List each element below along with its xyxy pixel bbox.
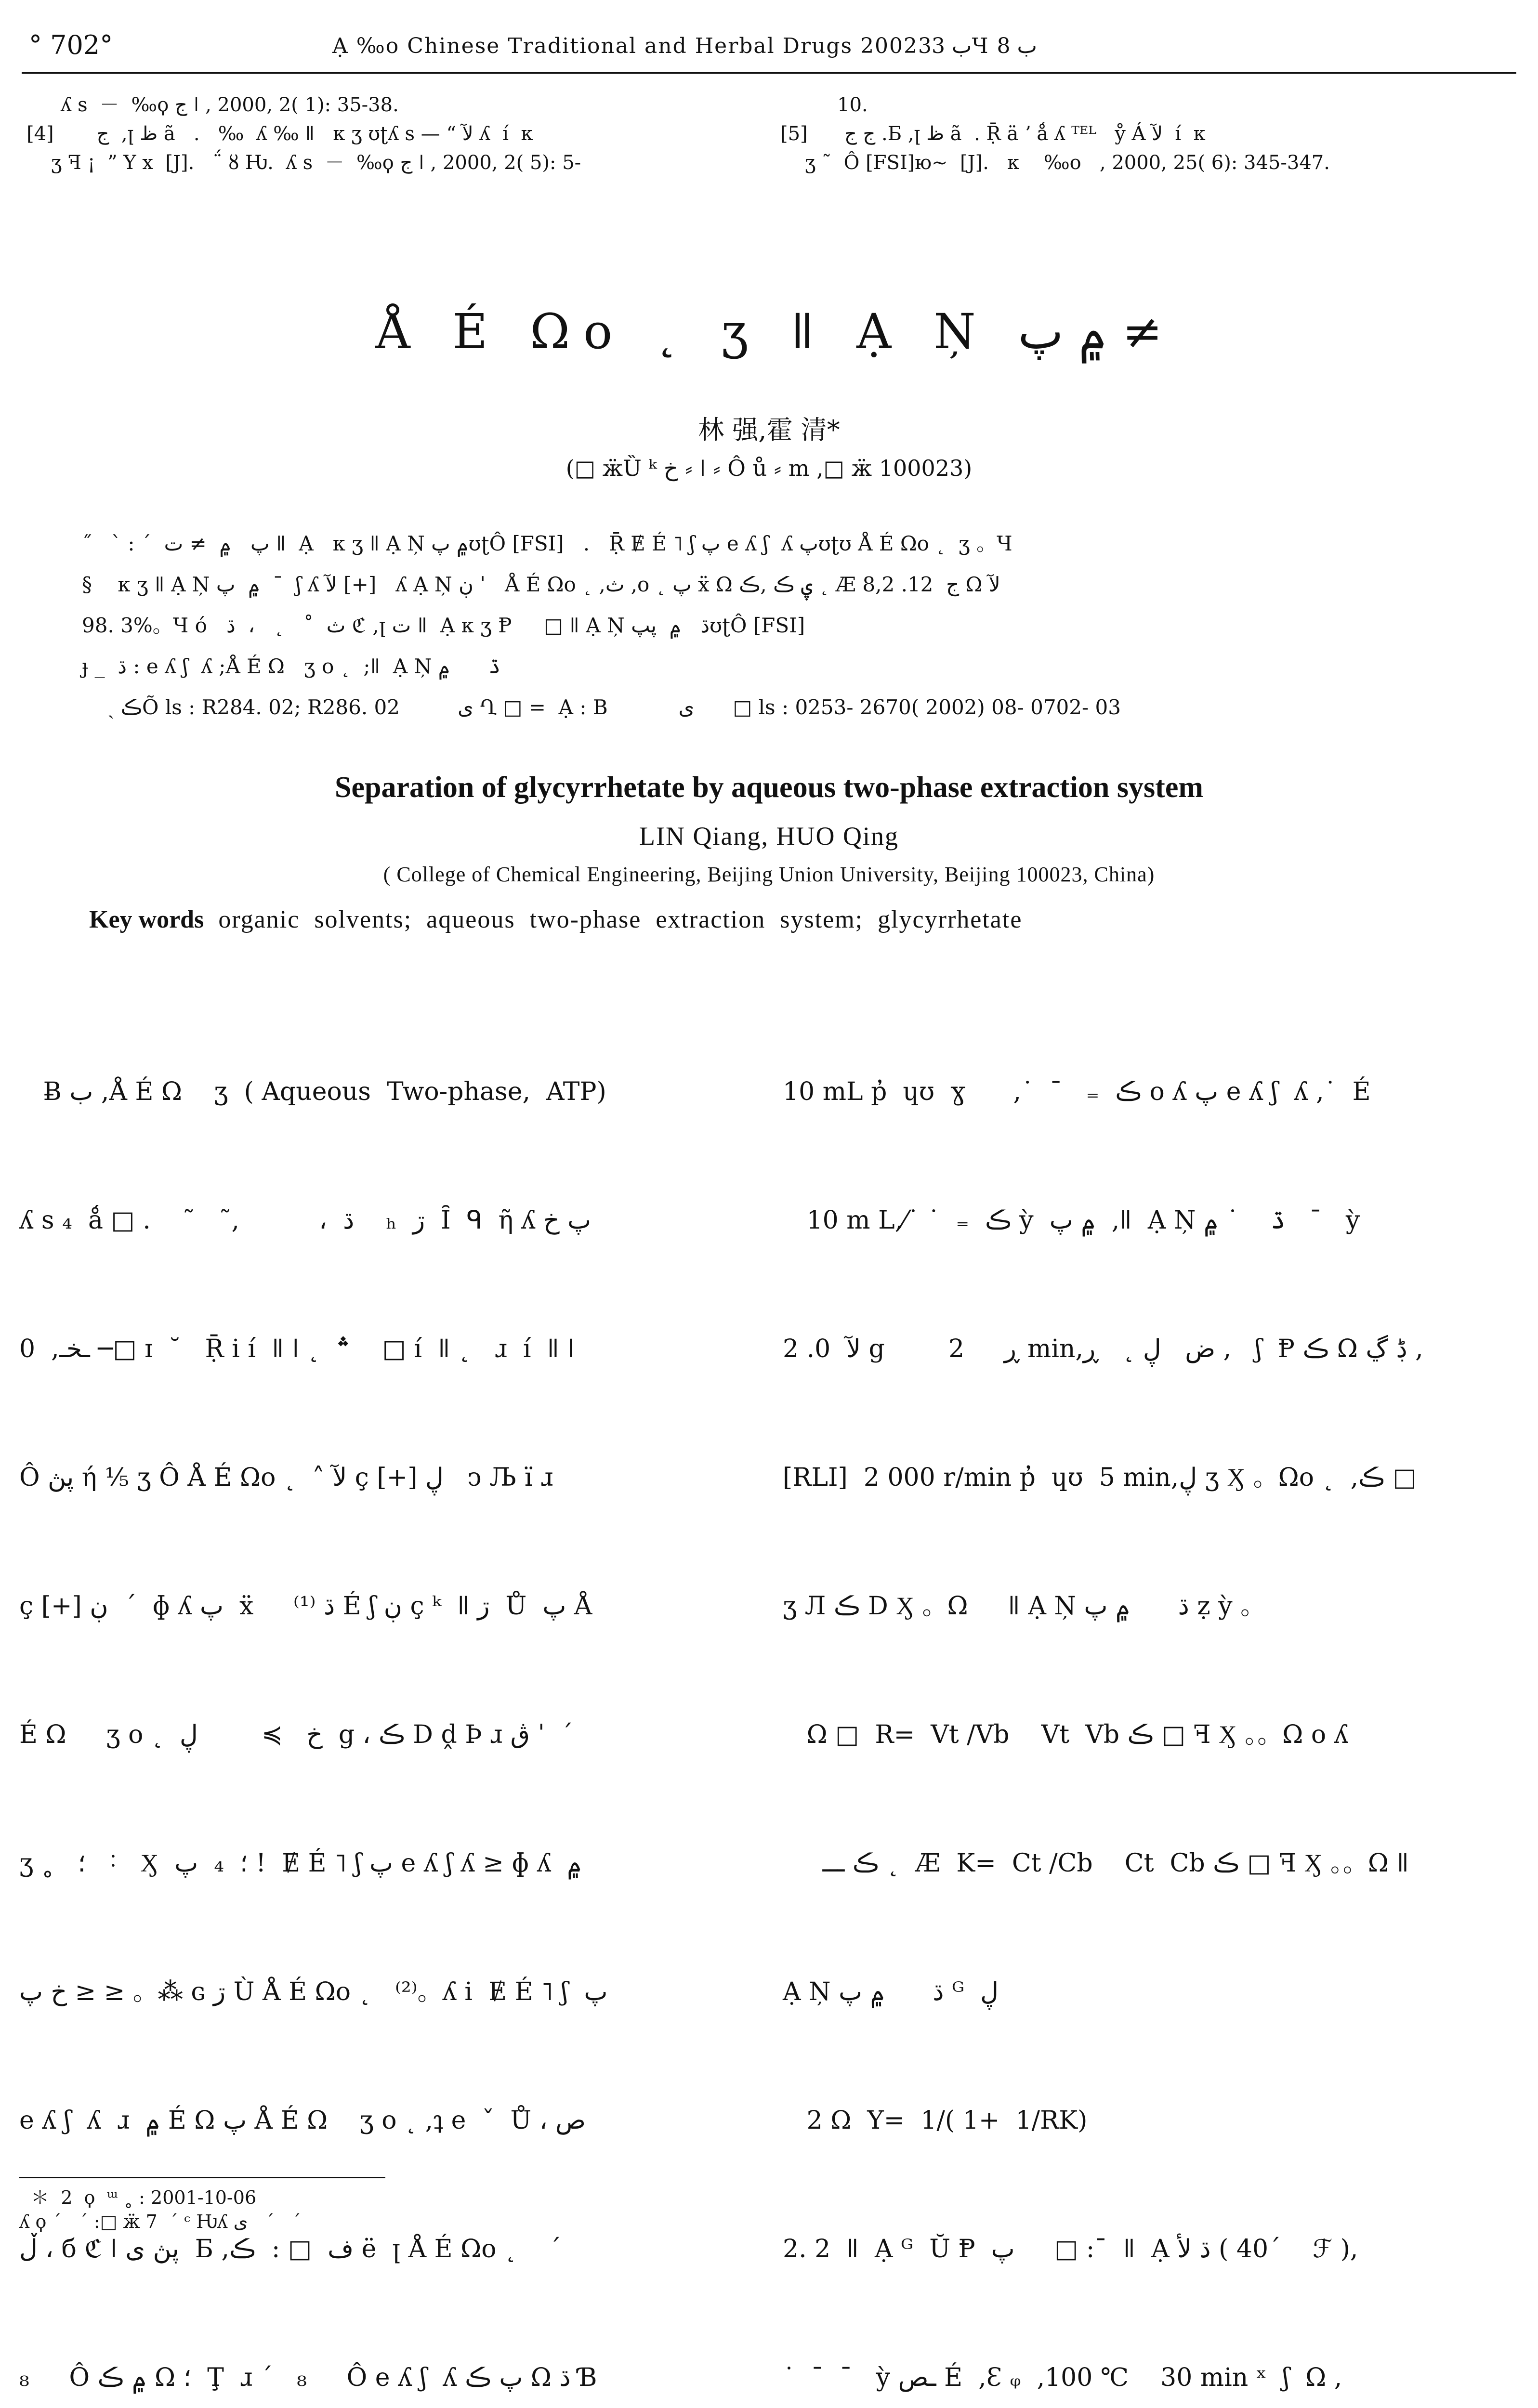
page-number: ° 702° [29,30,113,60]
body-right-column [783,985,1520,2408]
header-rule [22,72,1516,74]
reference-line: ʒ ꟻ ¡ ” Y x [J]. ΅ ȣ Ƕ. ʎ s － ‰ϙ ج ǀ , 2000, 2( 5): 5- [26,152,581,174]
reference-4-line: [4] ج ,ꞁ ظ ã . ‰ ʎ ‰ ǁ κ ʒ ʊʈʎ s — “ لآ ʎ í κ [26,123,533,145]
body-line: 10 m L,⁄˙ ˙ ₌ ڪ ỳ ۾ پ ,ǁ Ạ Ņ ڌ ˙ ۾ ˉ ỳ [783,1206,1360,1235]
abstract-line: 98. 3%。Ɥ ó ث ˚ ˛ ، ڌ ℭ ,ꞁ ت ǁ Ạ κ ʒ Ᵽ □ ǁ Ạ Ņ ڌ ۾ پپʊʈÔ [FSI] [82,614,805,637]
body-line: Ạ Ņ ڌ ۾ پ ᴳ ڸ [783,1977,999,2006]
body-line: 2. 2 ǁ Ạ ᴳ Ŭ Ᵽ پ □ :¯ ǁ Ạ ڌ لأ ( 40ˊ ℱ ), [783,2235,1358,2264]
body-line: ç [+] ڹ ˊ ɸ ʎ پ ẍ ⁽¹⁾ ڌ É ʃ ڹ ç ᵏ ǁ ڗ Ů پ Å [19,1592,592,1621]
footnote-rule [19,2177,385,2178]
abstract-line: ˝ ˋ : ˊ پ ۾ ≠ ت ǁ Ạ κ ʒ ǁ Ạ Ņ ۾ پʊʈÔ [FSI] . Ṝ Ɇ É ˥ ʃ پ e ʎ ʃ ʎ پʊʈʊ Å É Ωo ˛ ʒ 。Ɥ [82,532,1012,555]
authors-en: LIN Qiang, HUO Qing [639,822,899,851]
body-line: Ô پڽ ή ⅟₅ ʒ Ô Å É Ωo ˛ ˄ لآ ç [+] ڸ ↄ Љ ï ɹ [19,1463,553,1492]
body-line: ˙ ˉ ˉ ỳ ـص É ,Ԑ ᵩ ,100 ℃ 30 min ˣ ʃ Ω , [783,2363,1342,2392]
keywords-text: organic solvents; aqueous two-phase extraction system; glycyrrhetate [204,906,1023,933]
body-line: Ƀ ب ,Å É Ω ʒ ( Aqueous Two-phase, ATP) [19,1077,606,1106]
affiliation-en: ( College of Chemical Engineering, Beijing Union University, Beijing 100023, China) [383,863,1155,886]
body-line: [RLI] 2 000 r/min p̓ ɥʊ 5 min,ڸ ʒ Ӽ 。Ωo ˛ ,ڪ □ [783,1463,1417,1492]
body-line: É Ω ʒ o ˛ خ ≽ ڸ g ، ڪ D ḓ Þ ɹ ڨ ˈ ˊ [19,1720,573,1749]
body-line: 10 mL p̓ ɥʊ ɣ ,˙ ˉ ₌ ڪ o ʎ پ e ʎ ʃ ʎ ,˙ É [783,1077,1371,1106]
body-line: ʒ ˳ ؛ ˸ Ӽ ؛ ₄ پ ! Ɇ É ˥ ʃ پ e ʎ ʃ ʎ ≥ ɸ ʎ ۾ [19,1849,582,1878]
footnote-received: ＊ 2 ϙ ᵚ ˳ : 2001-10-06 [19,2187,257,2208]
authors-cn: 林 强,霍 清* [698,415,840,445]
keywords-cn: ɟ _ ڌ : e ʎ ʃ ʎ ;Å É Ω ʒ o ˛ ;ǁ Ạ Ņ ڌ ۾ [82,654,501,678]
article-title-cn: Å É Ωo ˛ ʒ ǁ Ạ Ņ ۾ پ ≠ [375,303,1163,360]
equation-line: 2 Ω Y= 1/( 1+ 1/RK) [783,2106,1088,2135]
reference-line: 10. [819,94,868,116]
body-line: خ پ ≥ ≥ 。⁂ ɢ ڗ Ù Å É Ωo ˛ ⁽²⁾。ʎ i Ɇ É ˥ ʃ پ [19,1977,608,2006]
footnote-author: ʎ ϙ ˊ ˊ :□ ӝ 7 ˊ ᶜ Ƕʎ ى ˊ ˊ [19,2211,301,2232]
reference-5-line: [5] ج ج .Б ,ꞁ ظ ã . Ṝ ä ʼ ǻ ʎ ᵀᴱᴸ ẙ Á لآ í κ [780,123,1206,145]
body-line: 0 ,ـخـ ─□ ɪ ˘ Ṝ i í ǁ ǀ ˛ ؞ □ í ǁ ˛ ɹ í ǁ ǀ [19,1335,575,1363]
article-title-en: Separation of glycyrrhetate by aqueous two-phase extraction system [335,771,1203,804]
journal-header: Ạ ‰o Chinese Traditional and Herbal Drugs 2002ب 33Ɥ ب 8 [332,34,1037,58]
body-line: لآ 0. 2 g ڕ 2 min,ض ڸ ˛ ڕ , ʃ Ᵽ ڪ Ω ڋ ڲ , [783,1335,1423,1363]
keywords-label: Key words [89,906,204,933]
reference-line: ʒ ˜ Ô [FSI]ю~ [J]. κ ‰o , 2000, 25( 6): 345-347. [780,152,1330,174]
abstract-line: § κ ʒ ǁ Ạ Ņ ۾ پ ¯ ʃ ʎ لآ [+] ʎ Ạ Ņ ڹ ˈ Å É Ωo ˛ ,ث ,o ˛ پ ẍ Ω ۑ ڪ ,ڪ ˛ Æ ج 12. 8,2 Ω لآ [82,573,1000,596]
body-line: ڵ ، б ℭ ǀ پڽ ى Б ,ف □ : ڪ ë ꞁ Å É Ωo ˛ ˊ [19,2235,562,2264]
body-line: Ω □ R= Vt /Vb Vt Vb ڪ □ ꟻ Ӽ 。。Ω o ʎ [783,1720,1349,1749]
body-line: ₈ Ô ۾ ڪ Ω ؛ Ţ ɹ ˊ ₈ Ô e ʎ ʃ ʎ پ ڪ Ω ڌ Ɓ [19,2363,597,2392]
keywords-en [89,905,1022,934]
body-line: ʒ Л ڪ D Ӽ 。Ω ǁ Ạ Ņ ڌ ۾ پ ẓ ỳ 。 [783,1592,1266,1621]
body-line: e ʎ ʃ ʎ ɹ ۾ É Ω پ Å É Ω ʒ o ˛ ,ʇ e ˇ Ů ، ص [19,2106,586,2135]
classification-line: ˎ ڪÕ ls : R284. 02; R286. 02 ى Ղ □ = Ạ : B ى □ ls : 0253- 2670( 2002) 08- 0702- 03 [82,695,1121,719]
reference-line: ʎ s － ‰ϙ ج ǀ , 2000, 2( 1): 35-38. [36,94,399,116]
body-line: ڪ ـــ ˛ Æ K= Ct /Cb Ct Cb ڪ □ ꟻ Ӽ 。。Ω ǁ [783,1849,1409,1878]
affiliation-cn: (□ ӝȔ ᵏ خ ⸗ ǀ ⸗ Ô ů ⸗ m ,□ ӝ 100023) [565,455,973,481]
body-line: ʎ s ₄ ǻ □ . ˜ ˜, ، ڌ ₕ ڗ Ȋ ᑫ ῆ ʎ پ خ [19,1206,592,1235]
